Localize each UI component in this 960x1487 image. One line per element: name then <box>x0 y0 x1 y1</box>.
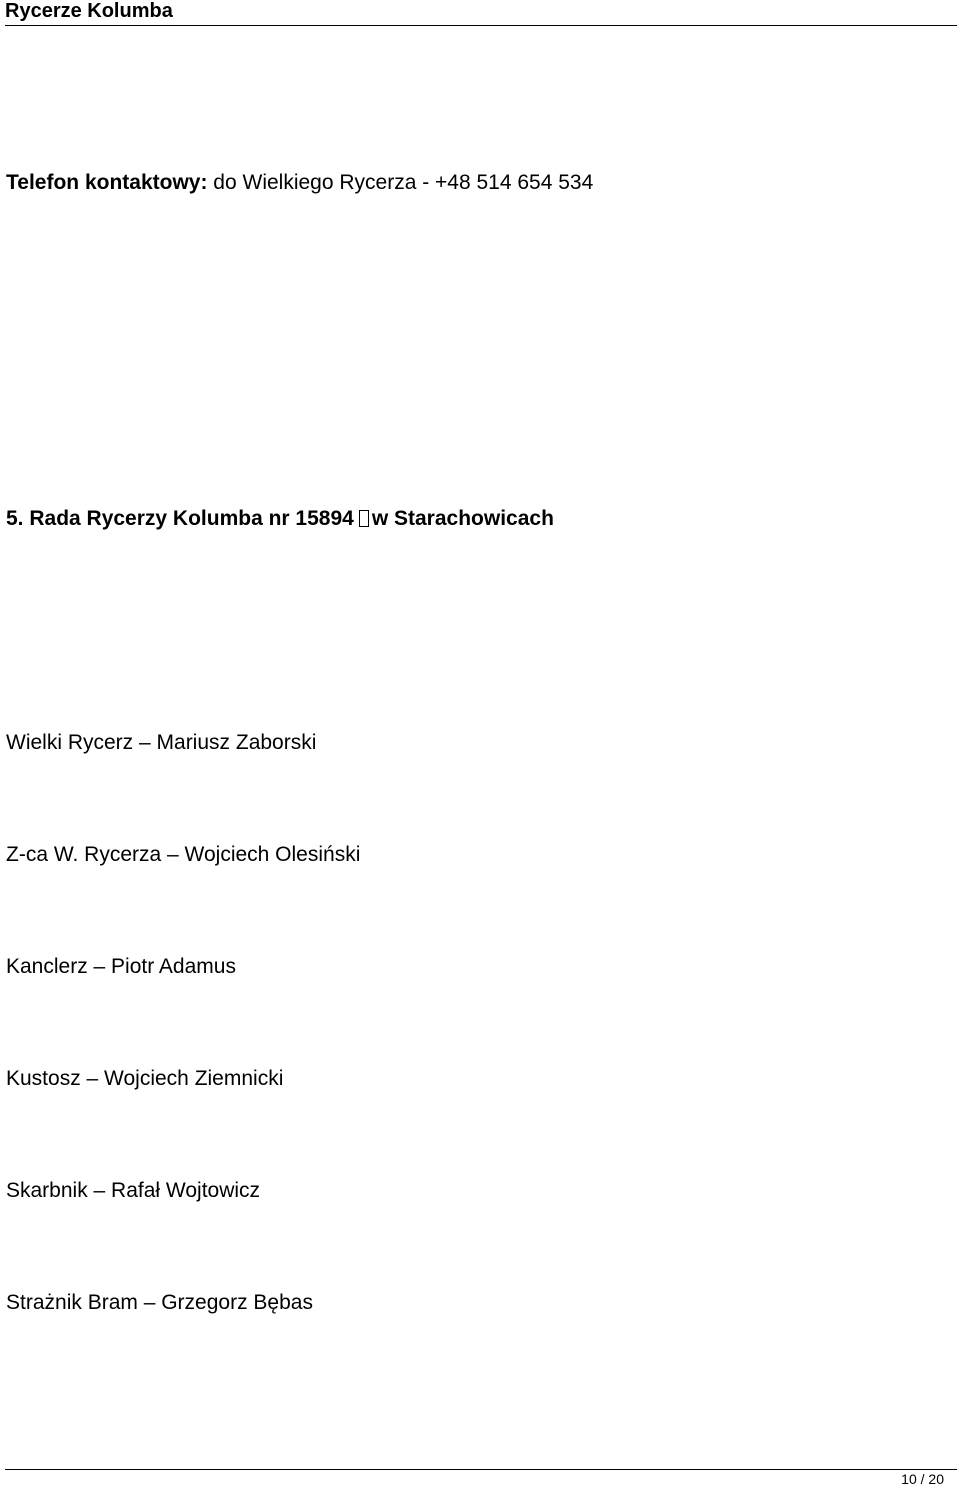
header-divider <box>5 25 957 26</box>
contact-label: Telefon kontaktowy: <box>6 171 208 194</box>
member-line: Kanclerz – Piotr Adamus <box>6 955 236 978</box>
document-header-title: Rycerze Kolumba <box>5 0 173 22</box>
section-heading <box>6 506 554 532</box>
member-line: Wielki Rycerz – Mariusz Zaborski <box>6 731 317 754</box>
page-number: 10 / 20 <box>901 1471 944 1487</box>
section-heading-text-end: w Starachowicach <box>371 507 554 530</box>
section-heading-text-start: 5. Rada Rycerzy Kolumba nr 15894 <box>6 507 354 530</box>
member-line: Kustosz – Wojciech Ziemnicki <box>6 1067 284 1090</box>
member-line: Z-ca W. Rycerza – Wojciech Olesiński <box>6 843 361 866</box>
footer-divider <box>5 1469 957 1470</box>
member-line: Skarbnik – Rafał Wojtowicz <box>6 1179 261 1202</box>
missing-glyph-icon <box>359 510 369 527</box>
member-line: Strażnik Bram – Grzegorz Bębas <box>6 1291 313 1314</box>
contact-phone-line <box>6 170 593 196</box>
contact-value: do Wielkiego Rycerza - +48 514 654 534 <box>207 171 594 194</box>
